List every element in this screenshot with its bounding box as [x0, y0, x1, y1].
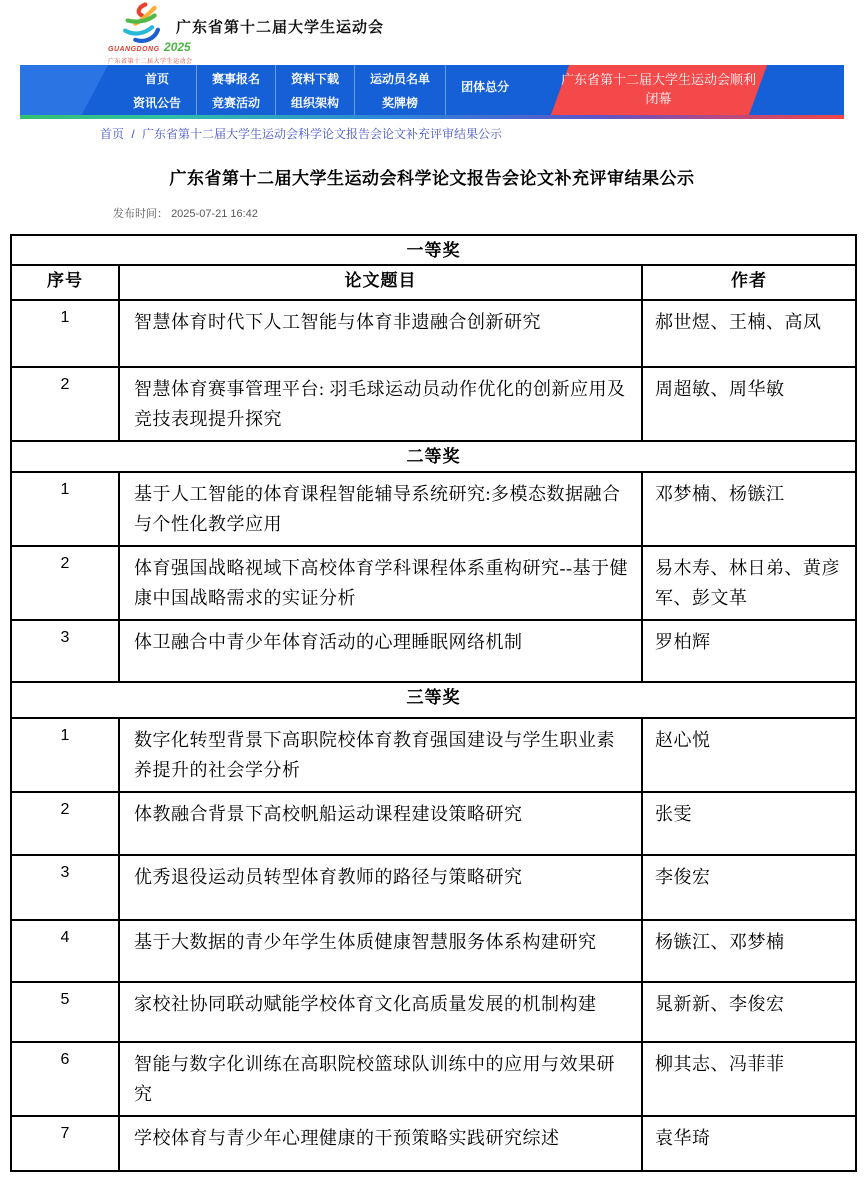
table-row	[11, 546, 856, 620]
col-header-no: 序号	[11, 265, 119, 300]
paper-title: 体育强国战略视域下高校体育学科课程体系重构研究--基于健康中国战略需求的实证分析	[119, 546, 642, 620]
row-number: 6	[11, 1042, 119, 1116]
paper-authors: 柳其志、冯菲菲	[642, 1042, 856, 1116]
breadcrumb	[100, 125, 864, 142]
table-row	[11, 792, 856, 855]
paper-authors: 邓梦楠、杨镞江	[642, 472, 856, 546]
paper-title: 基于人工智能的体育课程智能辅导系统研究:多模态数据融合与个性化教学应用	[119, 472, 642, 546]
nav-col-5	[445, 65, 524, 115]
main-nav	[20, 65, 844, 115]
section-header-row	[11, 235, 856, 265]
nav-item-athletes[interactable]: 运动员名单	[370, 71, 431, 86]
nav-item-home[interactable]: 首页	[145, 71, 170, 86]
section-header-row	[11, 682, 856, 718]
col-header-authors: 作者	[642, 265, 856, 300]
paper-title: 智慧体育时代下人工智能与体育非遗融合创新研究	[119, 300, 642, 367]
paper-title: 基于大数据的青少年学生体质健康智慧服务体系构建研究	[119, 920, 642, 982]
site-header	[0, 0, 864, 65]
nav-item-team-scores[interactable]: 团体总分	[461, 80, 510, 94]
table-row	[11, 920, 856, 982]
table-row	[11, 718, 856, 792]
nav-decoration-shape	[20, 65, 108, 115]
paper-title: 家校社协同联动赋能学校体育文化高质量发展的机制构建	[119, 982, 642, 1042]
nav-item-medals[interactable]: 奖牌榜	[382, 95, 419, 110]
publish-time-label: 发布时间：	[113, 208, 168, 220]
logo-guangdong-text: GUANGDONG	[108, 46, 160, 53]
section-title: 二等奖	[11, 441, 856, 472]
table-row	[11, 300, 856, 367]
paper-authors: 李俊宏	[642, 855, 856, 920]
table-row	[11, 1116, 856, 1171]
nav-item-downloads[interactable]: 资料下载	[291, 71, 340, 86]
paper-title: 智慧体育赛事管理平台: 羽毛球运动员动作优化的创新应用及竞技表现提升探究	[119, 367, 642, 441]
logo-subtitle: 广东省第十二届大学生运动会	[108, 59, 193, 65]
row-number: 3	[11, 620, 119, 682]
nav-menu	[118, 65, 524, 115]
nav-item-organization[interactable]: 组织架构	[291, 95, 340, 110]
table-row	[11, 855, 856, 920]
paper-title: 数字化转型背景下高职院校体育教育强国建设与学生职业素养提升的社会学分析	[119, 718, 642, 792]
site-title: 广东省第十二届大学生运动会	[176, 19, 385, 36]
section-header-row	[11, 441, 856, 472]
row-number: 2	[11, 792, 119, 855]
nav-col-1	[118, 65, 196, 115]
paper-authors: 袁华琦	[642, 1116, 856, 1171]
row-number: 1	[11, 300, 119, 367]
row-number: 1	[11, 718, 119, 792]
closing-ceremony-banner[interactable]	[551, 65, 767, 115]
banner-text: 广东省第十二届大学生运动会顺利 闭幕	[561, 72, 757, 106]
breadcrumb-separator: /	[131, 127, 135, 141]
paper-title: 优秀退役运动员转型体育教师的路径与策略研究	[119, 855, 642, 920]
table-row	[11, 1042, 856, 1116]
row-number: 2	[11, 367, 119, 441]
paper-title: 学校体育与青少年心理健康的干预策略实践研究综述	[119, 1116, 642, 1171]
row-number: 3	[11, 855, 119, 920]
breadcrumb-home-link[interactable]: 首页	[100, 127, 125, 141]
nav-gradient-underline	[20, 115, 844, 119]
paper-authors: 郝世煜、王楠、高凤	[642, 300, 856, 367]
paper-authors: 张雯	[642, 792, 856, 855]
table-row	[11, 367, 856, 441]
table-row	[11, 472, 856, 546]
publish-time	[113, 205, 864, 221]
paper-title: 体卫融合中青少年体育活动的心理睡眠网络机制	[119, 620, 642, 682]
table-row	[11, 620, 856, 682]
nav-col-4	[354, 65, 445, 115]
paper-authors: 易木寿、林日弟、黄彦军、彭文革	[642, 546, 856, 620]
nav-item-news[interactable]: 资讯公告	[133, 95, 182, 110]
publish-time-value: 2025-07-21 16:42	[171, 208, 258, 220]
paper-authors: 杨镞江、邓梦楠	[642, 920, 856, 982]
column-header-row	[11, 265, 856, 300]
page-title: 广东省第十二届大学生运动会科学论文报告会论文补充评审结果公示	[169, 169, 695, 188]
section-title: 三等奖	[11, 682, 856, 718]
paper-authors: 罗柏辉	[642, 620, 856, 682]
row-number: 4	[11, 920, 119, 982]
logo-year-text: 2025	[164, 40, 191, 54]
paper-authors: 晁新新、李俊宏	[642, 982, 856, 1042]
paper-authors: 周超敏、周华敏	[642, 367, 856, 441]
row-number: 5	[11, 982, 119, 1042]
col-header-title: 论文题目	[119, 265, 642, 300]
row-number: 1	[11, 472, 119, 546]
breadcrumb-current: 广东省第十二届大学生运动会科学论文报告会论文补充评审结果公示	[142, 127, 503, 141]
nav-col-2	[196, 65, 275, 115]
logo-wordmark	[108, 42, 268, 55]
row-number: 7	[11, 1116, 119, 1171]
nav-item-competitions[interactable]: 竞赛活动	[212, 95, 261, 110]
paper-title: 智能与数字化训练在高职院校篮球队训练中的应用与效果研究	[119, 1042, 642, 1116]
paper-authors: 赵心悦	[642, 718, 856, 792]
results-table	[10, 234, 857, 1172]
row-number: 2	[11, 546, 119, 620]
nav-item-registration[interactable]: 赛事报名	[212, 71, 261, 86]
nav-col-3	[275, 65, 354, 115]
section-title: 一等奖	[11, 235, 856, 265]
table-row	[11, 982, 856, 1042]
paper-title: 体教融合背景下高校帆船运动课程建设策略研究	[119, 792, 642, 855]
